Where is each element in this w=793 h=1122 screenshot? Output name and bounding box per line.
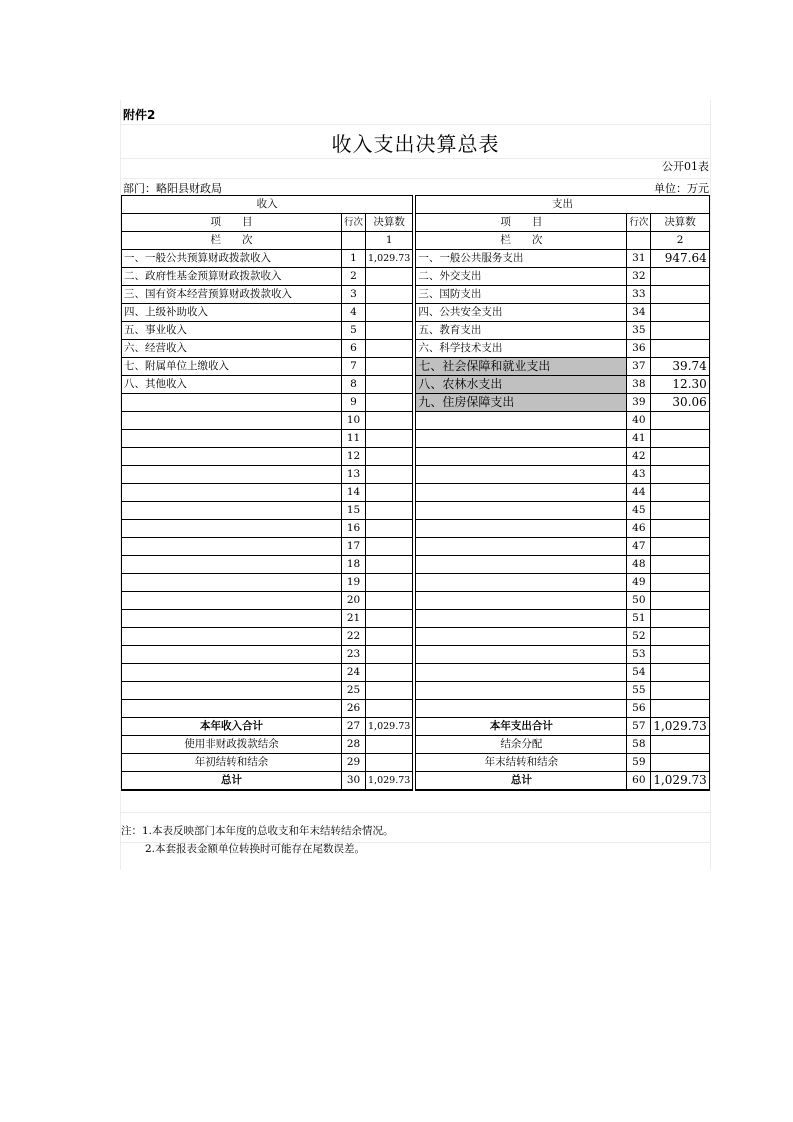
expense-total-item: 年末结转和结余 — [416, 754, 627, 772]
expense-amount — [651, 286, 709, 304]
expense-item — [416, 592, 627, 610]
expense-line-no: 49 — [627, 574, 651, 592]
grid-line — [120, 812, 711, 813]
expense-line-no: 55 — [627, 682, 651, 700]
expense-total-line-no: 57 — [627, 718, 651, 736]
income-line-no: 3 — [342, 286, 366, 304]
income-amount — [366, 592, 413, 610]
expense-amount — [651, 430, 709, 448]
expense-total-amount: 1,029.73 — [651, 718, 709, 736]
grid-line — [120, 178, 711, 179]
income-line-no: 9 — [342, 394, 366, 412]
income-line-no: 1 — [342, 250, 366, 268]
income-total-amount — [366, 754, 413, 772]
income-amount-header: 决算数 — [366, 214, 413, 232]
expense-total-line-no: 58 — [627, 736, 651, 754]
income-item — [122, 664, 342, 682]
expense-line-no-header: 行次 — [627, 214, 651, 232]
expense-amount — [651, 448, 709, 466]
income-item — [122, 502, 342, 520]
table-row — [122, 610, 710, 628]
expense-amount — [651, 628, 709, 646]
table-column-header-row — [122, 214, 710, 232]
expense-column-index: 2 — [651, 232, 709, 250]
expense-item — [416, 502, 627, 520]
expense-item: 九、住房保障支出 — [416, 394, 627, 412]
total-row — [122, 736, 710, 754]
income-amount — [366, 412, 413, 430]
income-line-no: 17 — [342, 538, 366, 556]
expense-item — [416, 430, 627, 448]
table-row — [122, 286, 710, 304]
income-amount — [366, 430, 413, 448]
income-line-no: 22 — [342, 628, 366, 646]
expense-item: 二、外交支出 — [416, 268, 627, 286]
expense-item: 六、科学技术支出 — [416, 340, 627, 358]
income-line-no: 16 — [342, 520, 366, 538]
expense-line-no: 40 — [627, 412, 651, 430]
expense-line-no: 39 — [627, 394, 651, 412]
income-line-no: 7 — [342, 358, 366, 376]
expense-column-label: 栏 次 — [416, 232, 627, 250]
income-item: 三、国有资本经营预算财政拨款收入 — [122, 286, 342, 304]
expense-item — [416, 664, 627, 682]
table-row — [122, 592, 710, 610]
income-item — [122, 394, 342, 412]
income-line-no: 6 — [342, 340, 366, 358]
expense-line-no: 43 — [627, 466, 651, 484]
income-amount — [366, 682, 413, 700]
form-number: 公开01表 — [662, 160, 709, 173]
expense-amount — [651, 682, 709, 700]
income-line-no: 11 — [342, 430, 366, 448]
income-amount — [366, 286, 413, 304]
income-line-no: 26 — [342, 700, 366, 718]
table-row — [122, 682, 710, 700]
income-item — [122, 466, 342, 484]
department-label: 部门：略阳县财政局 — [123, 182, 222, 195]
expense-item — [416, 520, 627, 538]
income-amount — [366, 610, 413, 628]
income-item: 七、附属单位上缴收入 — [122, 358, 342, 376]
expense-amount — [651, 646, 709, 664]
expense-item: 一、一般公共服务支出 — [416, 250, 627, 268]
income-line-no: 8 — [342, 376, 366, 394]
table-row — [122, 556, 710, 574]
expense-amount — [651, 322, 709, 340]
table-row — [122, 538, 710, 556]
expense-amount-header: 决算数 — [651, 214, 709, 232]
income-line-no-header: 行次 — [342, 214, 366, 232]
expense-amount — [651, 664, 709, 682]
income-amount — [366, 448, 413, 466]
income-item — [122, 646, 342, 664]
expense-amount — [651, 610, 709, 628]
expense-line-no: 48 — [627, 556, 651, 574]
expense-item — [416, 700, 627, 718]
expense-line-no: 32 — [627, 268, 651, 286]
table-row — [122, 268, 710, 286]
income-line-no: 12 — [342, 448, 366, 466]
expense-item — [416, 556, 627, 574]
expense-item — [416, 538, 627, 556]
income-amount — [366, 340, 413, 358]
income-line-no: 24 — [342, 664, 366, 682]
table-row — [122, 304, 710, 322]
income-amount — [366, 466, 413, 484]
expense-item — [416, 448, 627, 466]
income-amount — [366, 376, 413, 394]
income-amount — [366, 268, 413, 286]
income-line-no: 25 — [342, 682, 366, 700]
expense-line-no: 51 — [627, 610, 651, 628]
income-total-item: 年初结转和结余 — [122, 754, 342, 772]
total-row — [122, 754, 710, 772]
expense-line-no: 38 — [627, 376, 651, 394]
expense-total-item: 本年支出合计 — [416, 718, 627, 736]
table-row — [122, 340, 710, 358]
expense-line-no: 50 — [627, 592, 651, 610]
footnotes — [121, 822, 394, 858]
income-item — [122, 700, 342, 718]
expense-header: 支出 — [416, 196, 709, 214]
income-amount — [366, 484, 413, 502]
income-item — [122, 520, 342, 538]
income-line-no: 18 — [342, 556, 366, 574]
expense-line-no: 36 — [627, 340, 651, 358]
income-item — [122, 628, 342, 646]
income-line-no: 13 — [342, 466, 366, 484]
expense-total-amount: 1,029.73 — [651, 772, 709, 791]
expense-line-no: 37 — [627, 358, 651, 376]
expense-line-no: 33 — [627, 286, 651, 304]
income-line-no: 23 — [342, 646, 366, 664]
income-item — [122, 556, 342, 574]
expense-item — [416, 466, 627, 484]
expense-line-no: 56 — [627, 700, 651, 718]
expense-item — [416, 484, 627, 502]
expense-amount — [651, 340, 709, 358]
expense-amount — [651, 412, 709, 430]
expense-amount — [651, 700, 709, 718]
table-row — [122, 646, 710, 664]
expense-amount — [651, 574, 709, 592]
income-line-no: 2 — [342, 268, 366, 286]
table-row — [122, 394, 710, 412]
expense-amount: 947.64 — [651, 250, 709, 268]
expense-item — [416, 412, 627, 430]
expense-amount — [651, 538, 709, 556]
table-column-index-row — [122, 232, 710, 250]
expense-line-no: 52 — [627, 628, 651, 646]
unit-label: 单位：万元 — [654, 182, 709, 195]
income-item — [122, 574, 342, 592]
table-row — [122, 664, 710, 682]
expense-amount — [651, 304, 709, 322]
expense-amount: 30.06 — [651, 394, 709, 412]
table-row — [122, 322, 710, 340]
income-item — [122, 430, 342, 448]
expense-line-no: 53 — [627, 646, 651, 664]
table-body — [122, 250, 710, 718]
expense-total-item: 结余分配 — [416, 736, 627, 754]
page-title: 收入支出决算总表 — [331, 132, 500, 156]
expense-line-no: 34 — [627, 304, 651, 322]
expense-total-amount — [651, 754, 709, 772]
income-header: 收入 — [122, 196, 413, 214]
table-totals — [122, 718, 710, 791]
income-item — [122, 592, 342, 610]
income-line-no: 5 — [342, 322, 366, 340]
income-amount — [366, 664, 413, 682]
expense-line-no: 31 — [627, 250, 651, 268]
expense-amount: 12.30 — [651, 376, 709, 394]
footnote-2: 2.本套报表金额单位转换时可能存在尾数误差。 — [145, 843, 366, 855]
income-amount — [366, 700, 413, 718]
table-row — [122, 376, 710, 394]
expense-line-no: 42 — [627, 448, 651, 466]
income-item: 六、经营收入 — [122, 340, 342, 358]
income-total-item: 使用非财政拨款结余 — [122, 736, 342, 754]
income-line-no: 19 — [342, 574, 366, 592]
table-row — [122, 700, 710, 718]
expense-amount — [651, 466, 709, 484]
table-row — [122, 502, 710, 520]
income-amount — [366, 628, 413, 646]
expense-line-no: 47 — [627, 538, 651, 556]
income-total-amount — [366, 736, 413, 754]
expense-total-amount — [651, 736, 709, 754]
expense-line-no: 44 — [627, 484, 651, 502]
table-row — [122, 466, 710, 484]
income-amount — [366, 520, 413, 538]
income-item: 二、政府性基金预算财政拨款收入 — [122, 268, 342, 286]
expense-amount — [651, 520, 709, 538]
expense-line-no: 41 — [627, 430, 651, 448]
income-item — [122, 610, 342, 628]
income-line-no: 20 — [342, 592, 366, 610]
income-total-line-no: 27 — [342, 718, 366, 736]
income-item-header: 项 目 — [122, 214, 342, 232]
income-line-no: 10 — [342, 412, 366, 430]
attachment-label: 附件2 — [123, 108, 156, 122]
income-item — [122, 484, 342, 502]
empty-cell — [342, 232, 366, 250]
income-column-index: 1 — [366, 232, 413, 250]
table-section-header-row — [122, 196, 710, 214]
expense-amount — [651, 592, 709, 610]
income-item — [122, 538, 342, 556]
income-expense-table — [121, 195, 710, 791]
income-item — [122, 412, 342, 430]
expense-item-header: 项 目 — [416, 214, 627, 232]
expense-item: 五、教育支出 — [416, 322, 627, 340]
income-total-item: 总计 — [122, 772, 342, 791]
expense-item — [416, 610, 627, 628]
income-amount — [366, 394, 413, 412]
expense-item: 三、国防支出 — [416, 286, 627, 304]
expense-item — [416, 646, 627, 664]
expense-item: 四、公共安全支出 — [416, 304, 627, 322]
expense-total-line-no: 60 — [627, 772, 651, 791]
income-line-no: 4 — [342, 304, 366, 322]
expense-item — [416, 682, 627, 700]
table-row — [122, 520, 710, 538]
expense-amount — [651, 556, 709, 574]
table-row — [122, 430, 710, 448]
income-total-line-no: 28 — [342, 736, 366, 754]
expense-item: 八、农林水支出 — [416, 376, 627, 394]
income-amount — [366, 538, 413, 556]
table-row — [122, 250, 710, 268]
expense-amount: 39.74 — [651, 358, 709, 376]
table-row — [122, 412, 710, 430]
income-amount: 1,029.73 — [366, 250, 413, 268]
income-total-line-no: 30 — [342, 772, 366, 791]
income-amount — [366, 322, 413, 340]
total-row — [122, 772, 710, 791]
expense-line-no: 35 — [627, 322, 651, 340]
income-item: 五、事业收入 — [122, 322, 342, 340]
expense-amount — [651, 268, 709, 286]
income-amount — [366, 304, 413, 322]
income-item — [122, 682, 342, 700]
income-line-no: 21 — [342, 610, 366, 628]
income-item — [122, 448, 342, 466]
income-total-amount: 1,029.73 — [366, 772, 413, 791]
income-line-no: 15 — [342, 502, 366, 520]
income-total-line-no: 29 — [342, 754, 366, 772]
expense-amount — [651, 484, 709, 502]
income-amount — [366, 358, 413, 376]
expense-item — [416, 574, 627, 592]
income-amount — [366, 502, 413, 520]
income-amount — [366, 574, 413, 592]
income-amount — [366, 556, 413, 574]
empty-cell — [627, 232, 651, 250]
income-column-label: 栏 次 — [122, 232, 342, 250]
grid-line — [120, 124, 711, 125]
income-line-no: 14 — [342, 484, 366, 502]
income-item: 四、上级补助收入 — [122, 304, 342, 322]
expense-line-no: 45 — [627, 502, 651, 520]
expense-item: 七、社会保障和就业支出 — [416, 358, 627, 376]
table-row — [122, 358, 710, 376]
table-row — [122, 628, 710, 646]
table-row — [122, 574, 710, 592]
income-amount — [366, 646, 413, 664]
footnote-1: 注：1.本表反映部门本年度的总收支和年末结转结余情况。 — [121, 825, 394, 837]
total-row — [122, 718, 710, 736]
table-row — [122, 448, 710, 466]
income-item: 一、一般公共预算财政拨款收入 — [122, 250, 342, 268]
expense-item — [416, 628, 627, 646]
expense-line-no: 54 — [627, 664, 651, 682]
income-item: 八、其他收入 — [122, 376, 342, 394]
income-total-item: 本年收入合计 — [122, 718, 342, 736]
expense-total-line-no: 59 — [627, 754, 651, 772]
expense-total-item: 总计 — [416, 772, 627, 791]
expense-amount — [651, 502, 709, 520]
grid-line — [120, 158, 711, 159]
table-row — [122, 484, 710, 502]
income-total-amount: 1,029.73 — [366, 718, 413, 736]
expense-line-no: 46 — [627, 520, 651, 538]
